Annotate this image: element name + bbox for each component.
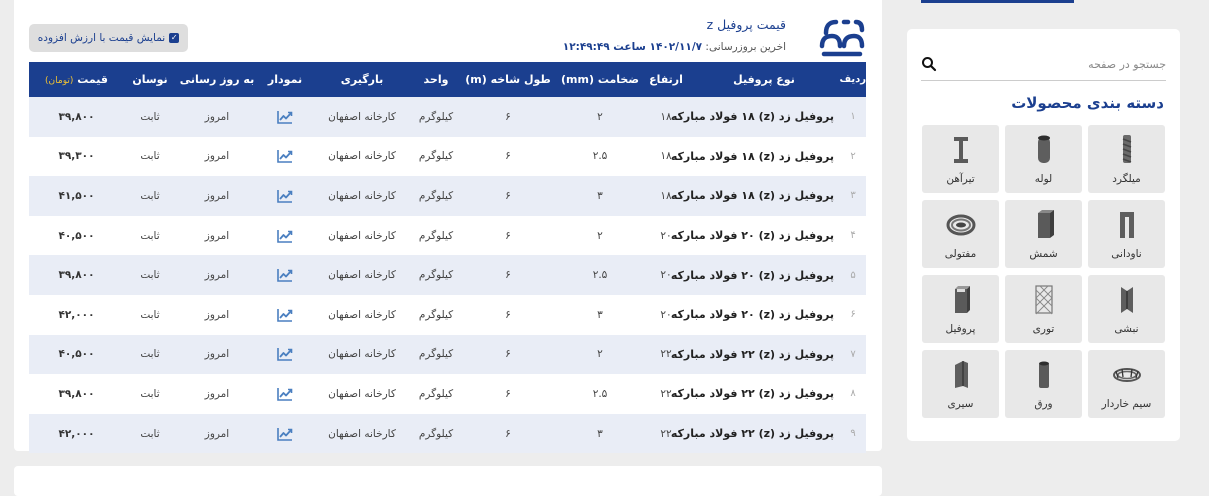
cell-height: ۱۸ xyxy=(660,150,672,163)
cell-update: امروز xyxy=(204,308,230,321)
category-label: ورق xyxy=(1034,398,1053,410)
cell-fluct: ثابت xyxy=(140,387,160,400)
col-header-thickness[interactable]: ضخامت (mm) xyxy=(561,73,639,86)
col-header-num: ردیف xyxy=(839,74,866,85)
updated-label: اخرین بروزرسانی: xyxy=(705,41,786,53)
cell-loading: کارخانه اصفهان xyxy=(328,308,396,321)
category-tile[interactable] xyxy=(922,275,999,343)
cell-height: ۱۸ xyxy=(660,189,672,202)
cell-unit: کیلوگرم xyxy=(418,427,454,440)
cell-thickness: ۳ xyxy=(597,427,603,440)
cell-update: امروز xyxy=(204,229,230,242)
cell-loading: کارخانه اصفهان xyxy=(328,427,396,440)
cell-num: ۶ xyxy=(850,309,856,321)
cell-type[interactable]: پروفیل زد (z) ۲۲ فولاد مبارکه xyxy=(670,347,834,361)
chart-cell xyxy=(258,335,312,375)
cell-price: ۳۹,۸۰۰ xyxy=(58,110,95,123)
cell-fluct: ثابت xyxy=(140,150,160,163)
category-label: نبشی xyxy=(1114,323,1139,335)
cell-update: امروز xyxy=(204,348,230,361)
category-tile[interactable] xyxy=(1005,125,1082,193)
cell-num: ۴ xyxy=(850,230,856,242)
cell-num: ۱ xyxy=(850,111,856,123)
col-header-height[interactable]: ارتفاع xyxy=(649,73,683,86)
cell-update: امروز xyxy=(204,189,230,202)
cell-type[interactable]: پروفیل زد (z) ۱۸ فولاد مبارکه xyxy=(670,149,834,163)
cell-fluct: ثابت xyxy=(140,308,160,321)
cell-price: ۴۰,۵۰۰ xyxy=(58,229,95,242)
col-header-update[interactable]: به روز رسانی xyxy=(179,73,255,86)
chart-cell xyxy=(258,295,312,335)
table-row[interactable] xyxy=(29,137,866,177)
channel-icon xyxy=(1112,208,1142,240)
category-tile[interactable] xyxy=(922,200,999,268)
cell-unit: کیلوگرم xyxy=(418,110,454,123)
table-header-row xyxy=(29,62,866,97)
cell-thickness: ۳ xyxy=(597,308,603,321)
search-box xyxy=(921,48,1166,81)
cell-update: امروز xyxy=(204,387,230,400)
cell-fluct: ثابت xyxy=(140,348,160,361)
category-tile[interactable] xyxy=(1088,275,1165,343)
cell-loading: کارخانه اصفهان xyxy=(328,110,396,123)
chart-cell xyxy=(258,216,312,256)
category-label: مفتولی xyxy=(944,248,977,260)
chart-icon[interactable] xyxy=(277,347,293,361)
category-tile[interactable] xyxy=(1005,200,1082,268)
category-tile[interactable] xyxy=(1005,275,1082,343)
category-label: شمش xyxy=(1029,248,1058,260)
cell-loading: کارخانه اصفهان xyxy=(328,348,396,361)
category-label: توری xyxy=(1032,323,1055,335)
cell-height: ۲۲ xyxy=(660,387,672,400)
category-grid xyxy=(922,125,1165,418)
chart-icon[interactable] xyxy=(277,149,293,163)
cell-length: ۶ xyxy=(505,387,511,400)
cell-length: ۶ xyxy=(505,189,511,202)
col-header-length[interactable]: طول شاخه (m) xyxy=(465,73,551,86)
cell-type[interactable]: پروفیل زد (z) ۱۸ فولاد مبارکه xyxy=(670,110,834,124)
cell-num: ۲ xyxy=(850,150,856,162)
chart-cell xyxy=(258,97,312,137)
cell-num: ۳ xyxy=(850,190,856,202)
sidebar-card xyxy=(907,29,1180,441)
category-label: ناودانی xyxy=(1111,248,1142,260)
cell-length: ۶ xyxy=(505,150,511,163)
category-label: تیرآهن xyxy=(946,173,975,185)
chart-cell xyxy=(258,176,312,216)
table-row[interactable] xyxy=(29,335,866,375)
table-row[interactable] xyxy=(29,414,866,454)
pipe-icon xyxy=(1029,133,1059,165)
table-row[interactable] xyxy=(29,97,866,137)
mesh-icon xyxy=(1029,283,1059,315)
active-nav-indicator xyxy=(921,0,1074,3)
cell-height: ۲۰ xyxy=(660,229,672,242)
table-body xyxy=(29,97,866,453)
chart-icon[interactable] xyxy=(277,427,293,441)
cell-height: ۲۲ xyxy=(660,348,672,361)
chart-cell xyxy=(258,374,312,414)
chart-icon[interactable] xyxy=(277,268,293,282)
cell-fluct: ثابت xyxy=(140,110,160,123)
chart-icon[interactable] xyxy=(277,229,293,243)
table-row[interactable] xyxy=(29,216,866,256)
cell-unit: کیلوگرم xyxy=(418,189,454,202)
cell-num: ۹ xyxy=(850,428,856,440)
cell-type[interactable]: پروفیل زد (z) ۲۲ فولاد مبارکه xyxy=(670,427,834,441)
cell-num: ۵ xyxy=(850,269,856,281)
table-row[interactable] xyxy=(29,255,866,295)
company-logo-icon xyxy=(818,16,866,60)
cell-unit: کیلوگرم xyxy=(418,308,454,321)
cell-price: ۳۹,۸۰۰ xyxy=(58,269,95,282)
cell-num: ۷ xyxy=(850,348,856,360)
cell-unit: کیلوگرم xyxy=(418,229,454,242)
vat-toggle-button[interactable] xyxy=(29,24,188,52)
price-header-label: قیمت xyxy=(77,73,108,86)
cell-price: ۴۲,۰۰۰ xyxy=(58,308,95,321)
cell-loading: کارخانه اصفهان xyxy=(328,269,396,282)
cell-loading: کارخانه اصفهان xyxy=(328,387,396,400)
cell-type[interactable]: پروفیل زد (z) ۲۰ فولاد مبارکه xyxy=(670,268,834,282)
cell-length: ۶ xyxy=(505,110,511,123)
cell-thickness: ۲.۵ xyxy=(592,387,608,400)
page-title: قیمت پروفیل z xyxy=(706,17,786,32)
chart-icon[interactable] xyxy=(277,308,293,322)
col-header-fluct[interactable]: نوسان xyxy=(132,73,168,86)
wire-coil-icon xyxy=(946,208,976,240)
cell-loading: کارخانه اصفهان xyxy=(328,229,396,242)
col-header-loading[interactable]: بارگیری xyxy=(340,73,384,86)
chart-cell xyxy=(258,414,312,454)
category-label: پروفیل xyxy=(945,323,976,335)
cell-loading: کارخانه اصفهان xyxy=(328,189,396,202)
cell-type[interactable]: پروفیل زد (z) ۲۰ فولاد مبارکه xyxy=(670,229,834,243)
vat-toggle-label: نمایش قیمت با ارزش افزوده xyxy=(37,32,166,44)
rebar-icon xyxy=(1112,133,1142,165)
search-icon[interactable] xyxy=(921,56,937,72)
col-header-type[interactable]: نوع پروفیل xyxy=(733,73,795,86)
category-label: سیم خاردار xyxy=(1101,398,1152,410)
checkbox-checked-icon[interactable]: ✓ xyxy=(170,33,178,42)
category-tile[interactable] xyxy=(1005,350,1082,418)
category-tile[interactable] xyxy=(1088,125,1165,193)
category-tile[interactable] xyxy=(1088,350,1165,418)
category-label: سیری xyxy=(947,398,974,410)
table-row[interactable] xyxy=(29,374,866,414)
beam-icon xyxy=(946,133,976,165)
profile-icon xyxy=(946,283,976,315)
cell-thickness: ۲ xyxy=(597,348,603,361)
cell-price: ۳۹,۸۰۰ xyxy=(58,387,95,400)
cell-price: ۴۰,۵۰۰ xyxy=(58,348,95,361)
cell-unit: کیلوگرم xyxy=(418,348,454,361)
cell-height: ۲۰ xyxy=(660,269,672,282)
cell-num: ۸ xyxy=(850,388,856,400)
cell-thickness: ۲ xyxy=(597,110,603,123)
cell-thickness: ۳ xyxy=(597,189,603,202)
chart-icon[interactable] xyxy=(277,189,293,203)
cell-type[interactable]: پروفیل زد (z) ۲۰ فولاد مبارکه xyxy=(670,308,834,322)
cell-thickness: ۲.۵ xyxy=(592,150,608,163)
cell-update: امروز xyxy=(204,269,230,282)
cell-update: امروز xyxy=(204,110,230,123)
category-tile[interactable] xyxy=(922,125,999,193)
cell-thickness: ۲.۵ xyxy=(592,269,608,282)
category-label: لوله xyxy=(1034,173,1053,185)
cell-length: ۶ xyxy=(505,269,511,282)
cell-unit: کیلوگرم xyxy=(418,269,454,282)
cell-unit: کیلوگرم xyxy=(418,150,454,163)
cell-fluct: ثابت xyxy=(140,229,160,242)
col-header-unit[interactable]: واحد xyxy=(423,73,449,86)
chart-icon[interactable] xyxy=(277,110,293,124)
cell-length: ۶ xyxy=(505,308,511,321)
col-header-chart: نمودار xyxy=(267,73,303,86)
flat-bar-icon xyxy=(946,358,976,390)
category-tile[interactable] xyxy=(922,350,999,418)
secondary-card xyxy=(14,466,882,496)
cell-thickness: ۲ xyxy=(597,229,603,242)
chart-cell xyxy=(258,255,312,295)
category-title: دسته بندی محصولات xyxy=(1011,94,1164,112)
cell-update: امروز xyxy=(204,427,230,440)
sheet-icon xyxy=(1029,358,1059,390)
col-header-price[interactable] xyxy=(29,62,124,97)
cell-fluct: ثابت xyxy=(140,189,160,202)
cell-length: ۶ xyxy=(505,348,511,361)
search-input[interactable] xyxy=(966,58,1166,71)
price-table xyxy=(29,62,866,453)
cell-height: ۲۰ xyxy=(660,308,672,321)
billet-icon xyxy=(1029,208,1059,240)
cell-unit: کیلوگرم xyxy=(418,387,454,400)
cell-price: ۳۹,۳۰۰ xyxy=(58,150,95,163)
category-tile[interactable] xyxy=(1088,200,1165,268)
cell-fluct: ثابت xyxy=(140,427,160,440)
cell-fluct: ثابت xyxy=(140,269,160,282)
cell-price: ۴۱,۵۰۰ xyxy=(58,189,95,202)
cell-price: ۴۲,۰۰۰ xyxy=(58,427,95,440)
updated-value: ۱۴۰۲/۱۱/۷ ساعت ۱۲:۴۹:۴۹ xyxy=(562,41,703,53)
cell-type[interactable]: پروفیل زد (z) ۲۲ فولاد مبارکه xyxy=(670,387,834,401)
cell-update: امروز xyxy=(204,150,230,163)
chart-cell xyxy=(258,137,312,177)
cell-length: ۶ xyxy=(505,427,511,440)
price-unit-label: (تومان) xyxy=(45,76,74,86)
angle-icon xyxy=(1112,283,1142,315)
price-card xyxy=(14,4,882,451)
cell-height: ۱۸ xyxy=(660,110,672,123)
cell-length: ۶ xyxy=(505,229,511,242)
cell-loading: کارخانه اصفهان xyxy=(328,150,396,163)
cell-height: ۲۲ xyxy=(660,427,672,440)
category-label: میلگرد xyxy=(1112,173,1141,185)
barbed-wire-icon xyxy=(1112,358,1142,390)
cell-type[interactable]: پروفیل زد (z) ۱۸ فولاد مبارکه xyxy=(670,189,834,203)
table-row[interactable] xyxy=(29,176,866,216)
last-updated xyxy=(563,41,786,53)
chart-icon[interactable] xyxy=(277,387,293,401)
table-row[interactable] xyxy=(29,295,866,335)
